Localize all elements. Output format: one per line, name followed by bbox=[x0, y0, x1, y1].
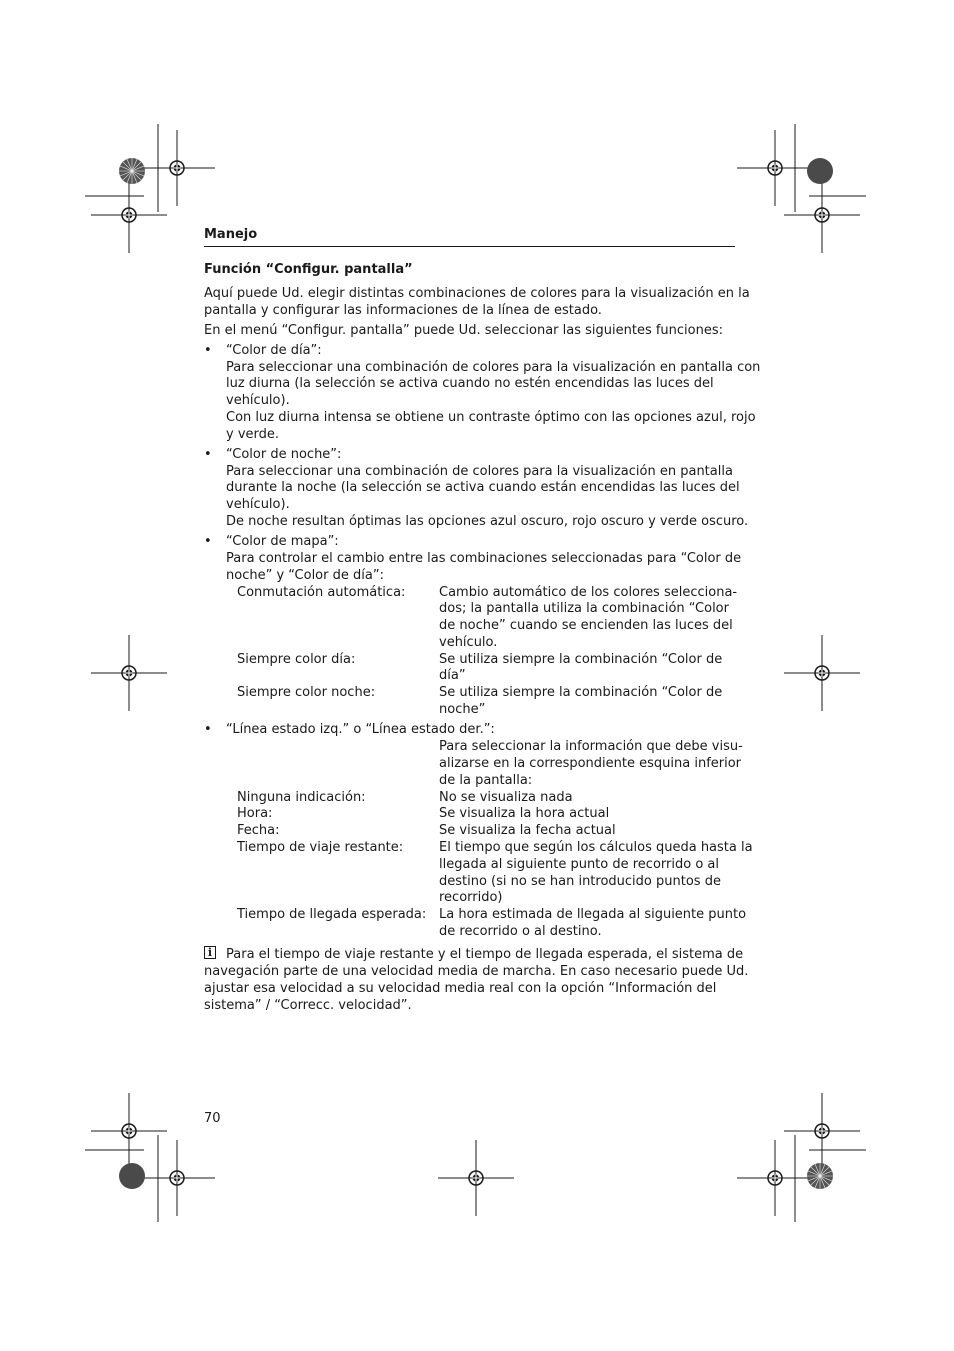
item-text: De noche resultan óptimas las opciones azul oscuro, rojo oscuro y verde oscuro. bbox=[226, 514, 749, 529]
item-label: “Línea estado izq.” o “Línea estado der.”: bbox=[226, 722, 495, 737]
option-term: Tiempo de viaje restante: bbox=[237, 840, 404, 855]
item-label: “Color de día”: bbox=[226, 343, 322, 358]
option-desc: llegada al siguiente punto de recorrido o al bbox=[439, 857, 719, 872]
bullet: • bbox=[204, 534, 212, 549]
option-term: Fecha: bbox=[237, 823, 280, 838]
option-term: Siempre color día: bbox=[237, 652, 356, 667]
item-text: Con luz diurna intensa se obtiene un contraste óptimo con las opciones azul, rojo bbox=[226, 410, 756, 425]
item-text: noche” y “Color de día”: bbox=[226, 568, 384, 583]
option-desc: Cambio automático de los colores selecciona- bbox=[439, 585, 738, 600]
note-text: sistema” / “Correcc. velocidad”. bbox=[204, 998, 412, 1013]
option-desc: de recorrido o al destino. bbox=[439, 924, 602, 939]
bullet: • bbox=[204, 343, 212, 358]
note-text: ajustar esa velocidad a su velocidad media real con la opción “Información del bbox=[204, 981, 717, 996]
option-desc: Se utiliza siempre la combinación “Color de bbox=[439, 685, 723, 700]
item-text: durante la noche (la selección se activa cuando están encendidas las luces del bbox=[226, 480, 740, 495]
item-text: Para seleccionar una combinación de colores para la visualización en pantalla con bbox=[226, 360, 761, 375]
bullet: • bbox=[204, 722, 212, 737]
option-desc: Se utiliza siempre la combinación “Color de bbox=[439, 652, 723, 667]
option-desc: Se visualiza la fecha actual bbox=[439, 823, 616, 838]
option-desc: dos; la pantalla utiliza la combinación “Color bbox=[439, 601, 729, 616]
option-term: Conmutación automática: bbox=[237, 585, 406, 600]
option-term: Tiempo de llegada esperada: bbox=[237, 907, 427, 922]
info-icon: i bbox=[204, 946, 216, 959]
item-text: Para controlar el cambio entre las combinaciones seleccionadas para “Color de bbox=[226, 551, 742, 566]
page-title: Función “Configur. pantalla” bbox=[204, 262, 413, 277]
intro-line: En el menú “Configur. pantalla” puede Ud. seleccionar las siguientes funciones: bbox=[204, 323, 724, 338]
item-text: de la pantalla: bbox=[439, 773, 533, 788]
option-desc: recorrido) bbox=[439, 890, 503, 905]
item-text: y verde. bbox=[226, 427, 280, 442]
bullet: • bbox=[204, 447, 212, 462]
item-text: vehículo). bbox=[226, 497, 290, 512]
note-text: navegación parte de una velocidad media de marcha. En caso necesario puede Ud. bbox=[204, 964, 749, 979]
option-desc: Se visualiza la hora actual bbox=[439, 806, 610, 821]
item-text: alizarse en la correspondiente esquina inferior bbox=[439, 756, 742, 771]
item-text: Para seleccionar una combinación de colores para la visualización en pantalla bbox=[226, 464, 733, 479]
option-desc: vehículo. bbox=[439, 635, 498, 650]
option-desc: de noche” cuando se encienden las luces del bbox=[439, 618, 733, 633]
option-desc: La hora estimada de llegada al siguiente punto bbox=[439, 907, 747, 922]
item-text: luz diurna (la selección se activa cuando no estén encendidas las luces del bbox=[226, 376, 714, 391]
option-desc: día” bbox=[439, 668, 466, 683]
intro-line: Aquí puede Ud. elegir distintas combinaciones de colores para la visualización en la bbox=[204, 286, 750, 301]
intro-line: pantalla y configurar las informaciones de la línea de estado. bbox=[204, 303, 602, 318]
option-term: Siempre color noche: bbox=[237, 685, 376, 700]
note-text: Para el tiempo de viaje restante y el tiempo de llegada esperada, el sistema de bbox=[226, 947, 744, 962]
item-label: “Color de mapa”: bbox=[226, 534, 339, 549]
option-term: Ninguna indicación: bbox=[237, 790, 366, 805]
option-desc: destino (si no se han introducido puntos de bbox=[439, 874, 721, 889]
option-desc: El tiempo que según los cálculos queda hasta la bbox=[439, 840, 753, 855]
page-number: 70 bbox=[204, 1111, 221, 1126]
option-term: Hora: bbox=[237, 806, 273, 821]
item-text: vehículo). bbox=[226, 393, 290, 408]
option-desc: noche” bbox=[439, 702, 486, 717]
item-label: “Color de noche”: bbox=[226, 447, 342, 462]
item-text: Para seleccionar la información que debe visu- bbox=[439, 739, 743, 754]
option-desc: No se visualiza nada bbox=[439, 790, 573, 805]
section-header: Manejo bbox=[204, 226, 735, 247]
